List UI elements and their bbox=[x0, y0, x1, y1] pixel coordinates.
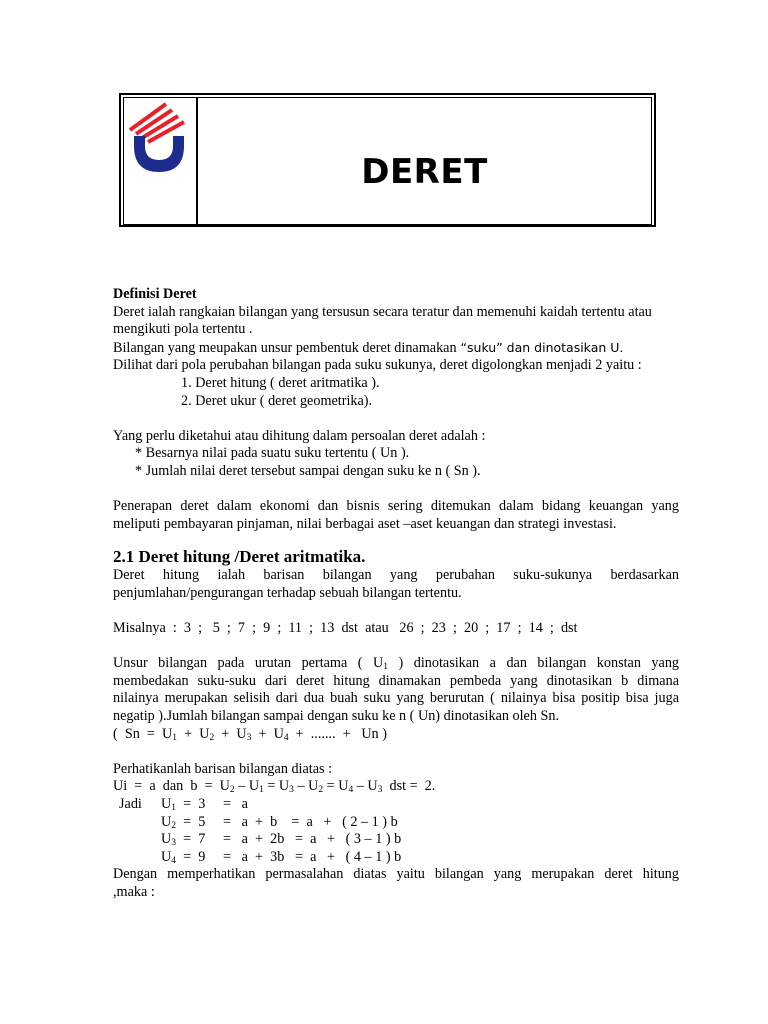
unsur-line-3: nilainya merupakan selisih dari dua buah suku yang berurutan ( nilainya bisa positip bisa juga bbox=[113, 690, 679, 707]
list-item: * Besarnya nilai pada suatu suku tertentu ( Un ). bbox=[135, 445, 410, 462]
definisi-line-3b: “suku” dan dinotasikan U. bbox=[456, 339, 624, 355]
logo-cell bbox=[123, 97, 197, 225]
unsur-line-1: Unsur bilangan pada urutan pertama ( $U_1$ ) dinotasikan a dan bilangan konstan yang bbox=[113, 655, 680, 673]
ui-line: Ui = a dan $b = U_2 - U_1 = U_3 - U_2 = U_4 - U_3$ dst = 2. bbox=[113, 778, 436, 796]
section-heading: 2.1 Deret hitung /Deret aritmatika. bbox=[113, 547, 366, 567]
jadi-label: Jadi bbox=[119, 796, 142, 813]
header-box bbox=[119, 93, 656, 227]
definisi-heading: Definisi Deret bbox=[113, 286, 197, 302]
penerapan-line-2: meliputi pembayaran pinjaman, nilai berbagai aset –aset keuangan dan strategi investasi. bbox=[113, 515, 617, 532]
table-row: $U_3$ = 7 = a + 2b = a + ( 3 – 1 ) b bbox=[161, 831, 402, 849]
perlu-intro: Yang perlu diketahui atau dihitung dalam persoalan deret adalah : bbox=[113, 427, 486, 444]
definisi-line-4: Dilihat dari pola perubahan bilangan pada suku sukunya, deret digolongkan menjadi 2 yaitu : bbox=[113, 357, 642, 374]
table-row: $U_4$ = 9 = a + 3b = a + ( 4 – 1 ) b bbox=[161, 848, 402, 866]
unsur-line-2: membedakan suku-suku dari deret hitung dinamakan pembeda yang dinotasikan b dimana bbox=[113, 672, 679, 689]
table-row: $U_2$ = 5 = a + b = a + ( 2 – 1 ) b bbox=[161, 813, 398, 831]
definisi-line-1: Deret ialah rangkaian bilangan yang tersusun secara teratur dan memenuhi kaidah tertentu atau bbox=[113, 303, 652, 320]
misalnya-line: Misalnya : 3 ; 5 ; 7 ; 9 ; 11 ; 13 dst atau 26 ; 23 ; 20 ; 17 ; 14 ; dst bbox=[113, 620, 578, 637]
sequence-table bbox=[113, 796, 401, 866]
sn-formula: ( $Sn = U_1 + U_2 + U_3 + U_4$ + ....... + Un ) bbox=[113, 725, 387, 743]
logo-blue-shape bbox=[134, 136, 184, 172]
section-def-line-2: penjumlahan/pengurangan terhadap sebuah bilangan tertentu. bbox=[113, 584, 462, 601]
list-item: 2. Deret ukur ( deret geometrika). bbox=[181, 392, 373, 409]
closing-line-1: Dengan memperhatikan permasalahan diatas yaitu bilangan yang merupakan deret hitung bbox=[113, 866, 679, 883]
university-logo-icon bbox=[126, 100, 192, 220]
definisi-line-2: mengikuti pola tertentu . bbox=[113, 321, 253, 338]
document-title: DERET bbox=[361, 152, 488, 192]
title-cell bbox=[197, 97, 652, 225]
penerapan-line-1: Penerapan deret dalam ekonomi dan bisnis sering ditemukan dalam bidang keuangan yang bbox=[113, 498, 679, 515]
perhatikan-line: Perhatikanlah barisan bilangan diatas : bbox=[113, 760, 333, 777]
table-row: Jadi $U_1$ = 3 = a bbox=[113, 796, 401, 814]
unsur-line-4: negatip ).Jumlah bilangan sampai dengan suku ke n ( Un) dinotasikan oleh Sn. bbox=[113, 708, 560, 725]
list-item: * Jumlah nilai deret tersebut sampai dengan suku ke n ( Sn ). bbox=[135, 462, 481, 479]
list-item: 1. Deret hitung ( deret aritmatika ). bbox=[181, 374, 380, 391]
closing-line-2: ,maka : bbox=[113, 884, 155, 900]
definisi-line-3a: Bilangan yang meupakan unsur pembentuk deret dinamakan bbox=[113, 339, 457, 356]
section-def-line-1: Deret hitung ialah barisan bilangan yang perubahan suku-sukunya berdasarkan bbox=[113, 567, 679, 584]
document-body bbox=[113, 286, 679, 902]
definisi-line-3 bbox=[113, 339, 679, 358]
